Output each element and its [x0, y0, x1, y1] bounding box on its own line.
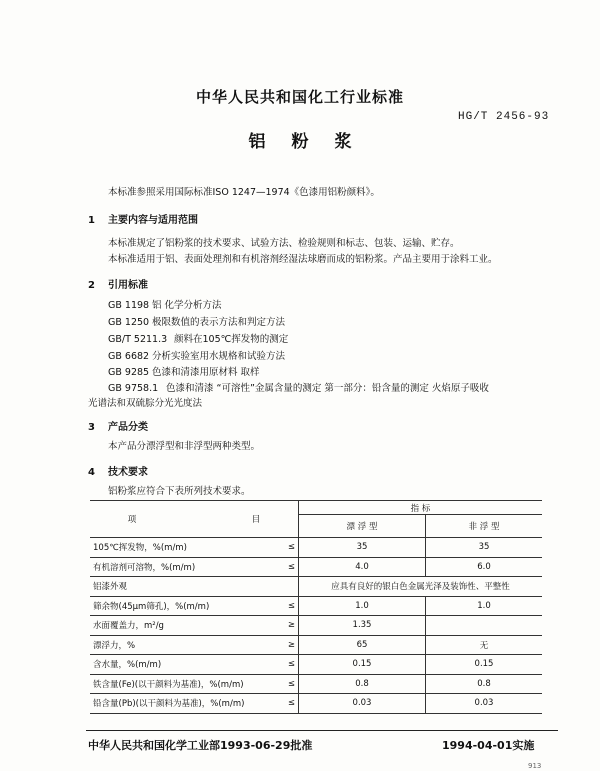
reference-code: GB 1198	[108, 300, 150, 311]
section-title: 产品分类	[108, 422, 148, 433]
row-item: 漂浮力，%	[90, 635, 270, 655]
row-value-non-floating: 1.0	[426, 596, 543, 616]
reference-item	[108, 380, 548, 394]
row-symbol: ≤	[270, 538, 299, 558]
reference-title: 铝 化学分析方法	[152, 300, 222, 311]
section-number: 3	[88, 422, 95, 433]
reference-code: GB 9285	[108, 367, 150, 378]
table-row	[90, 557, 542, 577]
row-item: 铁含量(Fe)(以干颜料为基准)，%(m/m)	[90, 674, 270, 694]
section-title: 引用标准	[108, 280, 148, 291]
row-value-floating: 1.0	[299, 596, 426, 616]
column-header-floating: 漂 浮 型	[299, 515, 426, 538]
section-4-heading	[88, 463, 148, 478]
section-number: 2	[88, 280, 95, 291]
row-item: 含水量，%(m/m)	[90, 655, 270, 675]
row-symbol: ≤	[270, 596, 299, 616]
row-value-non-floating: 0.8	[426, 674, 543, 694]
intro-paragraph: 本标准参照采用国际标准ISO 1247—1974《色漆用铝粉颜料》。	[108, 187, 380, 198]
reference-code: GB 6682	[108, 351, 150, 362]
reference-title: 色漆和清漆用原材料 取样	[152, 367, 260, 378]
reference-code: GB/T 5211.3	[108, 334, 168, 345]
table-row	[90, 577, 542, 597]
row-value-non-floating: 6.0	[426, 557, 543, 577]
section-title: 主要内容与适用范围	[108, 215, 198, 226]
column-header-item-b: 目	[251, 515, 261, 525]
reference-code: GB 9758.1	[108, 383, 159, 394]
row-value-floating: 0.15	[299, 655, 426, 675]
footer-divider	[86, 730, 558, 731]
column-header-non-floating: 非 浮 型	[426, 515, 543, 538]
section-2-heading	[88, 276, 148, 291]
column-header-item	[90, 501, 299, 538]
row-value-non-floating: 无	[426, 635, 543, 655]
row-value-non-floating: 0.15	[426, 655, 543, 675]
row-value-floating: 0.8	[299, 674, 426, 694]
row-item: 铝漆外观	[90, 577, 270, 597]
row-value-floating: 0.03	[299, 694, 426, 714]
reference-code: GB 1250	[108, 317, 150, 328]
reference-title: 分析实验室用水规格和试验方法	[152, 351, 286, 362]
column-header-index: 指 标	[299, 501, 543, 515]
row-value-merged: 应具有良好的银白色金属光泽及装饰性、平整性	[299, 577, 543, 597]
table-row	[90, 674, 542, 694]
table-row	[90, 596, 542, 616]
reference-item	[108, 297, 222, 311]
section-number: 4	[88, 467, 95, 478]
reference-item	[108, 331, 288, 345]
section-3-heading	[88, 418, 148, 433]
row-symbol: ≤	[270, 674, 299, 694]
effective-date: 1994-04-01实施	[442, 739, 535, 752]
section-4-para-1: 铝粉浆应符合下表所列技术要求。	[108, 486, 251, 497]
row-symbol: ≤	[270, 655, 299, 675]
row-symbol: ≥	[270, 616, 299, 636]
row-value-floating: 65	[299, 635, 426, 655]
reference-title: 色漆和清漆 “可溶性”金属含量的测定 第一部分：铅含量的测定 火焰原子吸收	[166, 383, 489, 394]
table-row	[90, 655, 542, 675]
row-value-floating: 4.0	[299, 557, 426, 577]
row-value-non-floating	[426, 616, 543, 636]
table-row	[90, 616, 542, 636]
column-header-item-a: 项	[127, 515, 137, 525]
specification-table	[90, 500, 542, 714]
section-3-para-1: 本产品分漂浮型和非浮型两种类型。	[108, 441, 261, 452]
reference-item	[108, 314, 285, 328]
section-1-para-1: 本标准规定了铝粉浆的技术要求、试验方法、检验规则和标志、包装、运输、贮存。	[108, 238, 460, 249]
approval-line: 中华人民共和国化学工业部1993-06-29批准	[88, 739, 313, 752]
section-title: 技术要求	[108, 467, 148, 478]
row-symbol	[270, 577, 299, 597]
row-item: 筛余物(45μm筛孔)，%(m/m)	[90, 596, 270, 616]
table-row	[90, 635, 542, 655]
table-row	[90, 538, 542, 558]
section-1-heading	[88, 211, 198, 226]
document-title: 铝粉浆	[248, 132, 378, 152]
row-symbol: ≥	[270, 635, 299, 655]
reference-title: 极限数值的表示方法和判定方法	[152, 317, 286, 328]
row-value-non-floating: 35	[426, 538, 543, 558]
row-value-floating: 1.35	[299, 616, 426, 636]
standard-code: HG/T 2456-93	[458, 111, 550, 123]
section-number: 1	[88, 215, 95, 226]
reference-title: 颜料在105℃挥发物的测定	[174, 334, 289, 345]
row-symbol: ≤	[270, 557, 299, 577]
row-item: 铅含量(Pb)(以干颜料为基准)，%(m/m)	[90, 694, 270, 714]
row-item: 水面覆盖力，m²/g	[90, 616, 270, 636]
row-item: 105℃挥发物，%(m/m)	[90, 538, 270, 558]
row-value-floating: 35	[299, 538, 426, 558]
row-symbol: ≤	[270, 694, 299, 714]
row-item: 有机溶剂可溶物，%(m/m)	[90, 557, 270, 577]
reference-title: 光谱法和双硫腙分光光度法	[88, 398, 203, 409]
reference-item-continuation	[88, 395, 202, 409]
section-1-para-2: 本标准适用于铝、表面处理剂和有机溶剂经湿法球磨而成的铝粉浆。产品主要用于涂料工业。	[108, 254, 498, 265]
table-header-row	[90, 501, 542, 515]
org-title: 中华人民共和国化工行业标准	[195, 88, 404, 106]
reference-item	[108, 348, 285, 362]
table-row	[90, 694, 542, 714]
page-number: 913	[528, 762, 542, 770]
reference-item	[108, 364, 260, 378]
row-value-non-floating: 0.03	[426, 694, 543, 714]
